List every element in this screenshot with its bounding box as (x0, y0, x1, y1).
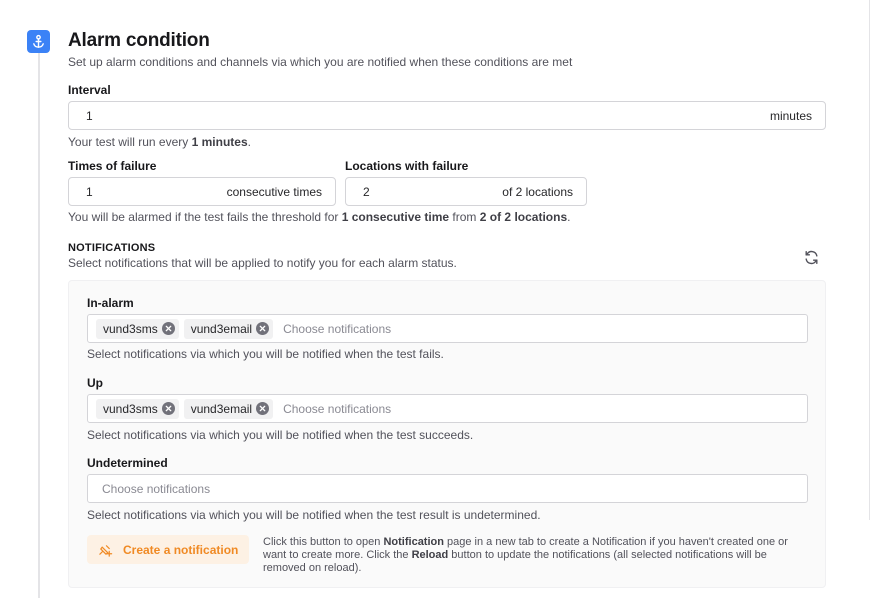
interval-suffix: minutes (769, 108, 812, 123)
notification-chip: vund3sms (96, 399, 179, 419)
create-notification-button[interactable] (87, 535, 249, 564)
section-title: Alarm condition (68, 30, 210, 51)
undetermined-select[interactable] (87, 474, 808, 503)
times-of-failure-input[interactable] (68, 177, 336, 206)
times-of-failure-label: Times of failure (68, 159, 157, 173)
in-alarm-help: Select notifications via which you will be notified when the test fails. (87, 347, 444, 361)
remove-chip-icon[interactable] (162, 322, 175, 335)
notifications-subheading: Select notifications that will be applied to notify you for each alarm status. (68, 256, 457, 270)
notification-chip: vund3sms (96, 319, 179, 339)
undetermined-help: Select notifications via which you will be notified when the test result is undetermined. (87, 508, 541, 522)
locations-with-failure-input[interactable] (345, 177, 587, 206)
panel-edge (869, 0, 870, 520)
section-subtitle: Set up alarm conditions and channels via which you are notified when these conditions are met (68, 55, 573, 69)
up-label: Up (87, 376, 103, 390)
remove-chip-icon[interactable] (256, 402, 269, 415)
times-of-failure-suffix: consecutive times (226, 184, 322, 199)
interval-help: Your test will run every 1 minutes. (68, 135, 251, 149)
times-of-failure-value: 1 (86, 184, 93, 199)
anchor-icon (27, 30, 50, 53)
remove-chip-icon[interactable] (256, 322, 269, 335)
in-alarm-placeholder: Choose notifications (283, 321, 392, 336)
locations-with-failure-suffix: of 2 locations (502, 184, 573, 199)
create-notification-label: Create a notification (123, 542, 239, 557)
notification-add-icon (98, 542, 113, 557)
notifications-heading: NOTIFICATIONS (68, 242, 156, 254)
interval-value: 1 (86, 108, 93, 123)
up-select[interactable] (87, 394, 808, 423)
in-alarm-select[interactable] (87, 314, 808, 343)
reload-icon[interactable] (803, 249, 820, 266)
up-help: Select notifications via which you will be notified when the test succeeds. (87, 428, 474, 442)
up-placeholder: Choose notifications (283, 401, 392, 416)
in-alarm-label: In-alarm (87, 296, 134, 310)
notification-chip: vund3email (184, 399, 273, 419)
create-notification-note: Click this button to open Notification page in a new tab to create a Notification if you haven't created one or want to create more. Click the Reload button to update the notifications (all selected notifications will be removed on reload). (263, 536, 788, 574)
remove-chip-icon[interactable] (162, 402, 175, 415)
step-rail (38, 52, 40, 598)
interval-input[interactable] (68, 101, 826, 130)
undetermined-placeholder: Choose notifications (102, 481, 211, 496)
locations-with-failure-value: 2 (363, 184, 370, 199)
threshold-help: You will be alarmed if the test fails the threshold for 1 consecutive time from 2 of 2 locations. (68, 210, 571, 224)
locations-with-failure-label: Locations with failure (345, 159, 469, 173)
notification-chip: vund3email (184, 319, 273, 339)
interval-label: Interval (68, 83, 111, 97)
undetermined-label: Undetermined (87, 456, 168, 470)
